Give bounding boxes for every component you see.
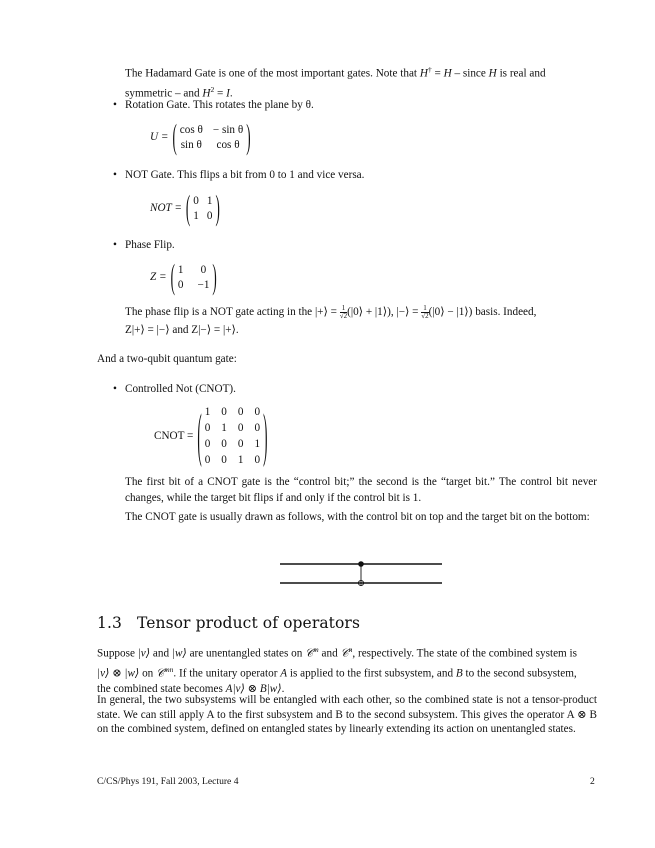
right-paren: ) xyxy=(212,255,217,296)
right-paren: ) xyxy=(246,115,251,156)
phase-flip-description: The phase flip is a NOT gate acting in the |+⟩ = $\frac{1}{√2}$ (|0⟩ + |1⟩), |−⟩ = $\frac{1}{√2}$ (|0⟩ − |1⟩) basis. Indeed, Z|+⟩ = |−⟩ and Z|−⟩ = |+⟩. xyxy=(125,303,537,336)
z-equation: Z = ( 1 0 0 −1 ) xyxy=(150,259,217,295)
tensor-paragraph-1: Suppose |v⟩ and |w⟩ are unentangled states on 𝒞$^m$ and 𝒞$^n$, respectively. The state of the combined system is |v⟩ ⊗ |w⟩ on 𝒞$^{mn}$. If the unitary operator A is applied to the first subsystem, and B to the second subsystem, the combined state becomes A|v⟩ ⊗ B|w⟩. xyxy=(97,645,577,696)
left-paren: ( xyxy=(197,399,202,469)
not-gate-text: NOT Gate. This flips a bit from 0 to 1 and vice versa. xyxy=(125,169,365,181)
tensor-paragraph-2: In general, the two subsystems will be entangled with each other, so the combined state is not a tensor-product state. We can still apply A to the first subsystem and B to the second subsystem. This gives the operator A ⊗ B on the combined system, defined on entangled states by linearly extending its action on unentangled states. xyxy=(97,694,597,735)
two-qubit-intro: And a two-qubit quantum gate: xyxy=(97,353,237,365)
cnot-text: Controlled Not (CNOT). xyxy=(125,383,236,395)
right-paren: ) xyxy=(215,186,220,227)
one-over-root-two: $\frac{1}{√2}$ xyxy=(339,303,348,320)
cnot-description-1: The first bit of a CNOT gate is the “control bit;” the second is the “target bit.” The control bit never changes, while the target bit flips if and only if the control bit is 1. xyxy=(125,476,597,504)
right-paren: ) xyxy=(263,399,268,469)
bullet-not-gate: • NOT Gate. This flips a bit from 0 to 1 and vice versa. xyxy=(113,169,365,181)
section-heading xyxy=(97,614,360,632)
z-matrix: 1 0 0 −1 xyxy=(177,263,210,291)
rotation-matrix: cos θ − sin θ sin θ cos θ xyxy=(179,123,244,151)
cnot-matrix: 1 0 0 0 0 1 0 0 0 0 0 1 0 0 1 0 xyxy=(204,406,261,466)
footer-page-number: 2 xyxy=(590,776,595,787)
phase-flip-text: Phase Flip. xyxy=(125,239,175,251)
bullet-rotation: • Rotation Gate. This rotates the plane by θ. xyxy=(113,99,314,111)
section-number: 1.3 xyxy=(97,614,122,632)
rotation-text: Rotation Gate. This rotates the plane by θ. xyxy=(125,99,314,111)
section-title: Tensor product of operators xyxy=(136,614,360,632)
one-over-root-two: $\frac{1}{√2}$ xyxy=(421,303,429,320)
rotation-equation: U = ( cos θ − sin θ sin θ cos θ ) xyxy=(150,119,251,155)
left-paren: ( xyxy=(170,255,175,296)
hadamard-paragraph: The Hadamard Gate is one of the most important gates. Note that H† = H – since H is real and symmetric – and $H^2 = I$. xyxy=(125,65,546,100)
cnot-description-2: The CNOT gate is usually drawn as follows, with the control bit on top and the target bit on the bottom: xyxy=(125,511,590,523)
bullet-cnot: • Controlled Not (CNOT). xyxy=(113,383,236,395)
cnot-circuit-diagram xyxy=(278,556,444,590)
footer-course-info: C/CS/Phys 191, Fall 2003, Lecture 4 xyxy=(97,776,239,787)
not-matrix: 0 1 1 0 xyxy=(193,194,213,222)
left-paren: ( xyxy=(185,186,191,227)
cnot-equation: CNOT = ( 1 0 0 0 0 1 0 0 0 0 0 1 0 0 1 0 ) xyxy=(154,405,267,467)
not-equation: NOT = ( 0 1 1 0 ) xyxy=(150,190,220,226)
bullet-phase-flip: • Phase Flip. xyxy=(113,239,175,251)
left-paren: ( xyxy=(172,115,177,156)
